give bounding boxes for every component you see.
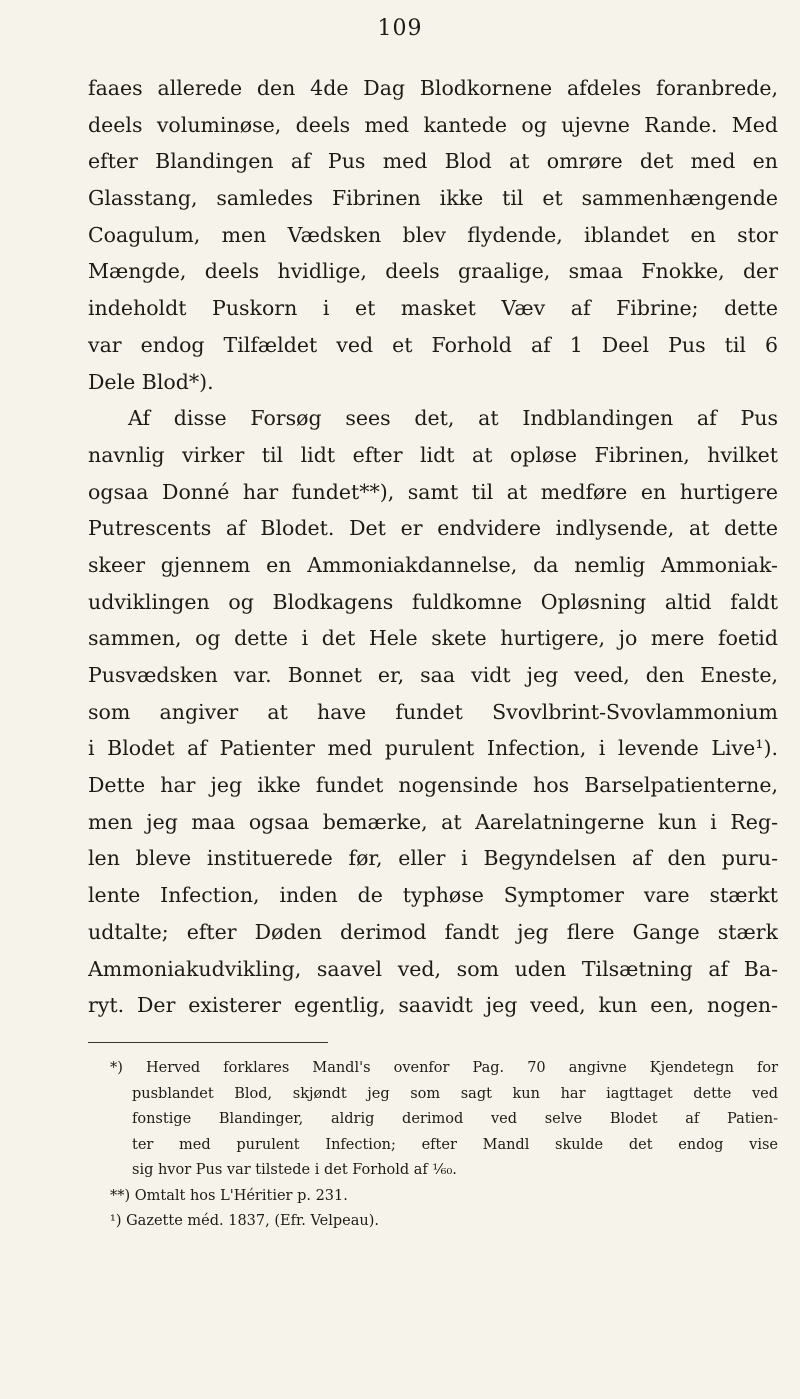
text-line: men jeg maa ogsaa bemærke, at Aarelatningerne kun i Reg- xyxy=(88,809,778,834)
footnote-marker: *) xyxy=(110,1060,123,1076)
text-line: udviklingen og Blodkagens fuldkomne Opløsning altid faldt xyxy=(88,589,778,614)
footnote-line xyxy=(88,1209,778,1235)
footnote-line xyxy=(88,1184,778,1210)
text-line: Coagulum, men Vædsken blev flydende, iblandet en stor xyxy=(88,222,778,247)
text-line: i Blodet af Patienter med purulent Infection, i levende Live¹). xyxy=(88,736,778,761)
text-line: ryt. Der existerer egentlig, saavidt jeg veed, kun een, nogen- xyxy=(88,993,778,1018)
text-line: Pusvædsken var. Bonnet er, saa vidt jeg veed, den Eneste, xyxy=(88,663,778,687)
footnote-separator xyxy=(88,1042,328,1043)
text-line: udtalte; efter Døden derimod fandt jeg flere Gange stærk xyxy=(88,919,778,944)
text-line: Glasstang, samledes Fibrinen ikke til et sammenhængende xyxy=(88,186,778,211)
text-line: faaes allerede den 4de Dag Blodkornene afdeles foranbrede, xyxy=(88,76,778,100)
text-line: lente Infection, inden de typhøse Symptomer vare stærkt xyxy=(88,883,778,908)
footnote-text: Omtalt hos L'Héritier p. 231. xyxy=(134,1187,348,1204)
footnote-line: pusblandet Blod, skjøndt jeg som sagt kun har iagttaget dette ved xyxy=(132,1085,778,1102)
text-line: sammen, og dette i det Hele skete hurtigere, jo mere foetid xyxy=(88,626,778,651)
text-line: Mængde, deels hvidlige, deels graalige, smaa Fnokke, der xyxy=(88,259,778,284)
text-line: Dette har jeg ikke fundet nogensinde hos Barselpatienterne, xyxy=(88,773,778,798)
text-line: efter Blandingen af Pus med Blod at omrøre det med en xyxy=(88,149,778,174)
footnote-line: sig hvor Pus var tilstede i det Forhold af ¹⁄₆₀. xyxy=(132,1162,457,1178)
footnote-text: Gazette méd. 1837, (Efr. Velpeau). xyxy=(126,1213,379,1229)
footnotes xyxy=(88,1056,778,1235)
text-line: var endog Tilfældet ved et Forhold af 1 Deel Pus til 6 xyxy=(88,332,778,357)
text-line: navnlig virker til lidt efter lidt at opløse Fibrinen, hvilket xyxy=(88,442,778,467)
text-line: Ammoniakudvikling, saavel ved, som uden Tilsætning af Ba- xyxy=(88,956,778,981)
text-line: indeholdt Puskorn i et masket Væv af Fibrine; dette xyxy=(88,296,778,321)
footnote-marker: ¹) xyxy=(110,1213,122,1229)
text-line: deels voluminøse, deels med kantede og ujevne Rande. Med xyxy=(88,112,778,137)
text-line: len bleve instituerede før, eller i Begyndelsen af den puru- xyxy=(88,846,778,871)
text-line: Dele Blod*). xyxy=(88,369,214,394)
footnote-line: ter med purulent Infection; efter Mandl skulde det endog vise xyxy=(132,1136,778,1153)
footnote-text: Herved forklares Mandl's ovenfor Pag. 70 angivne Kjendetegn for xyxy=(145,1060,778,1076)
text-line: som angiver at have fundet Svovlbrint-Svovlammonium xyxy=(88,699,778,724)
body-text xyxy=(88,70,778,1024)
text-line: Af disse Forsøg sees det, at Indblandingen af Pus xyxy=(128,406,778,431)
footnote-line: fonstige Blandinger, aldrig derimod ved selve Blodet af Patien- xyxy=(132,1111,778,1127)
footnote-line xyxy=(88,1056,778,1082)
text-line: ogsaa Donné har fundet**), samt til at medføre en hurtigere xyxy=(88,479,778,504)
text-line: Putrescents af Blodet. Det er endvidere indlysende, at dette xyxy=(88,516,778,541)
page-number: 109 xyxy=(377,16,423,41)
footnote-marker: **) xyxy=(110,1187,131,1204)
text-line: skeer gjennem en Ammoniakdannelse, da nemlig Ammoniak- xyxy=(88,552,778,577)
